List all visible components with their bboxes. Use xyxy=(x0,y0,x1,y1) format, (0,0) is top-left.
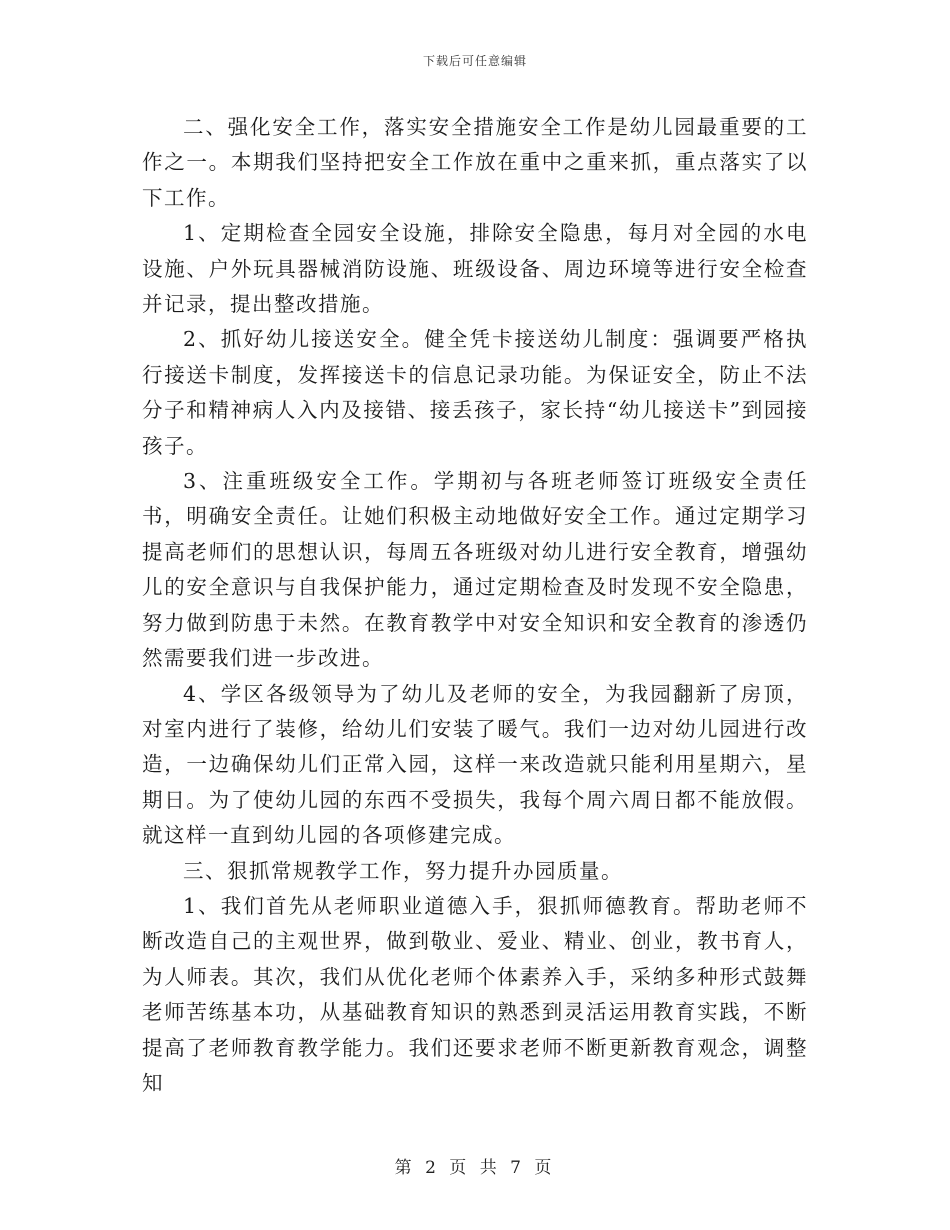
paragraph-section-three: 三、狠抓常规教学工作，努力提升办园质量。 xyxy=(183,858,623,883)
paragraph-item-1: 1、定期检查全园安全设施，排除安全隐患，每月对全园的水电设施、户外玩具器械消防设施、班级设备、周边环境等进行安全检查并记录，提出整改措施。 xyxy=(142,221,808,317)
paragraph-item-1-teaching: 1、我们首先从老师职业道德入手，狠抓师德教育。帮助老师不断改造自己的主观世界，做到敬业、爱业、精业、创业，教书育人，为人师表。其次，我们从优化老师个体素养入手，采纳多种形式鼓舞老师苦练基本功，从基础教育知识的熟悉到灵活运用教育实践，不断提高了老师教育教学能力。我们还要求老师不断更新教育观念，调整知 xyxy=(142,893,808,1095)
document-body xyxy=(142,110,808,1101)
paragraph-item-3: 3、注重班级安全工作。学期初与各班老师签订班级安全责任书，明确安全责任。让她们积极主动地做好安全工作。通过定期学习提高老师们的思想认识，每周五各班级对幼儿进行安全教育，增强幼儿的安全意识与自我保护能力，通过定期检查及时发现不安全隐患，努力做到防患于未然。在教育教学中对安全知识和安全教育的渗透仍然需要我们进一步改进。 xyxy=(142,469,808,671)
paragraph-item-4: 4、学区各级领导为了幼儿及老师的安全，为我园翻新了房顶，对室内进行了装修，给幼儿们安装了暖气。我们一边对幼儿园进行改造，一边确保幼儿们正常入园，这样一来改造就只能利用星期六，星期日。为了使幼儿园的东西不受损失，我每个周六周日都不能放假。就这样一直到幼儿园的各项修建完成。 xyxy=(142,681,808,848)
paragraph-item-2: 2、抓好幼儿接送安全。健全凭卡接送幼儿制度：强调要严格执行接送卡制度，发挥接送卡的信息记录功能。为保证安全，防止不法分子和精神病人入内及接错、接丢孩子，家长持“幼儿接送卡”到园接孩子。 xyxy=(142,327,808,458)
paragraph-section-two: 二、强化安全工作，落实安全措施安全工作是幼儿园最重要的工作之一。本期我们坚持把安全工作放在重中之重来抓，重点落实了以下工作。 xyxy=(142,115,808,210)
page-number: 第 2 页 共 7 页 xyxy=(394,1158,556,1178)
page-header: 下载后可任意编辑 xyxy=(422,54,527,68)
